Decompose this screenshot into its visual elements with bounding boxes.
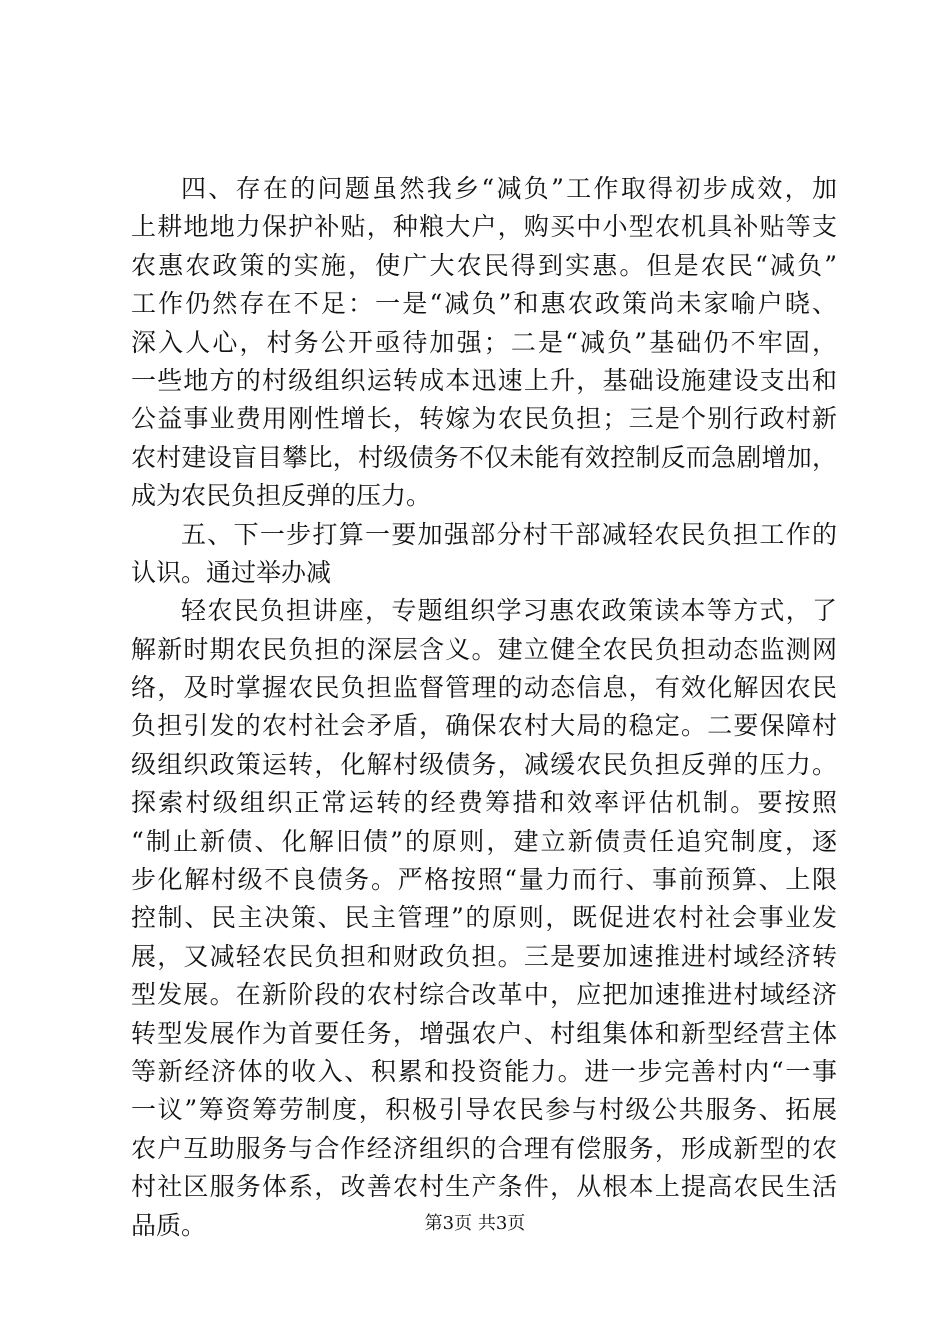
text-line: 成为农民负担反弹的压力。 bbox=[131, 481, 432, 511]
text-line: 轻农民负担讲座，专题组织学习惠农政策读本等方式，了 bbox=[181, 596, 837, 626]
text-line: 步化解村级不良债务。严格按照“量力而行、事前预算、上限 bbox=[131, 865, 837, 895]
text-line: 农惠农政策的实施，使广大农民得到实惠。但是农民“减负” bbox=[131, 250, 837, 280]
text-line: 络，及时掌握农民负担监督管理的动态信息，有效化解因农民 bbox=[131, 673, 837, 703]
text-line: 探索村级组织正常运转的经费筹措和效率评估机制。要按照 bbox=[131, 788, 837, 818]
text-line: 型发展。在新阶段的农村综合改革中，应把加速推进村域经济 bbox=[131, 980, 837, 1010]
text-line: 认识。通过举办减 bbox=[131, 557, 332, 587]
text-line: 四、存在的问题虽然我乡“减负”工作取得初步成效，加 bbox=[181, 174, 837, 203]
text-line: 转型发展作为首要任务，增强农户、村组集体和新型经营主体 bbox=[131, 1018, 837, 1048]
text-line: 公益事业费用刚性增长，转嫁为农民负担；三是个别行政村新 bbox=[131, 404, 837, 434]
text-line: “制止新债、化解旧债”的原则，建立新债责任追究制度，逐 bbox=[131, 826, 837, 856]
text-line: 村社区服务体系，改善农村生产条件，从根本上提高农民生活 bbox=[131, 1172, 837, 1202]
text-line: 级组织政策运转，化解村级债务，减缓农民负担反弹的压力。 bbox=[131, 749, 837, 779]
page-footer: 第3页 共3页 bbox=[424, 1213, 526, 1234]
text-line: 五、下一步打算一要加强部分村干部减轻农民负担工作的 bbox=[181, 519, 837, 549]
text-line: 解新时期农民负担的深层含义。建立健全农民负担动态监测网 bbox=[131, 634, 837, 664]
text-line: 控制、民主决策、民主管理”的原则，既促进农村社会事业发 bbox=[131, 903, 837, 933]
text-line: 上耕地地力保护补贴，种粮大户，购买中小型农机具补贴等支 bbox=[131, 212, 837, 242]
text-line: 工作仍然存在不足：一是“减负”和惠农政策尚未家喻户晓、 bbox=[131, 289, 837, 319]
text-line: 一些地方的村级组织运转成本迅速上升，基础设施建设支出和 bbox=[131, 365, 837, 395]
text-line: 一议”筹资筹劳制度，积极引导农民参与村级公共服务、拓展 bbox=[131, 1095, 837, 1125]
text-line: 品质。 bbox=[131, 1210, 207, 1240]
body-text bbox=[131, 170, 837, 1245]
text-line: 农村建设盲目攀比，村级债务不仅未能有效控制反而急剧增加， bbox=[131, 442, 837, 472]
text-line: 负担引发的农村社会矛盾，确保农村大局的稳定。二要保障村 bbox=[131, 711, 837, 741]
text-line: 展，又减轻农民负担和财政负担。三是要加速推进村域经济转 bbox=[131, 941, 837, 971]
text-line: 等新经济体的收入、积累和投资能力。进一步完善村内“一事 bbox=[131, 1056, 837, 1086]
text-line: 农户互助服务与合作经济组织的合理有偿服务，形成新型的农 bbox=[131, 1133, 837, 1163]
text-line: 深入人心，村务公开亟待加强；二是“减负”基础仍不牢固， bbox=[131, 327, 837, 357]
